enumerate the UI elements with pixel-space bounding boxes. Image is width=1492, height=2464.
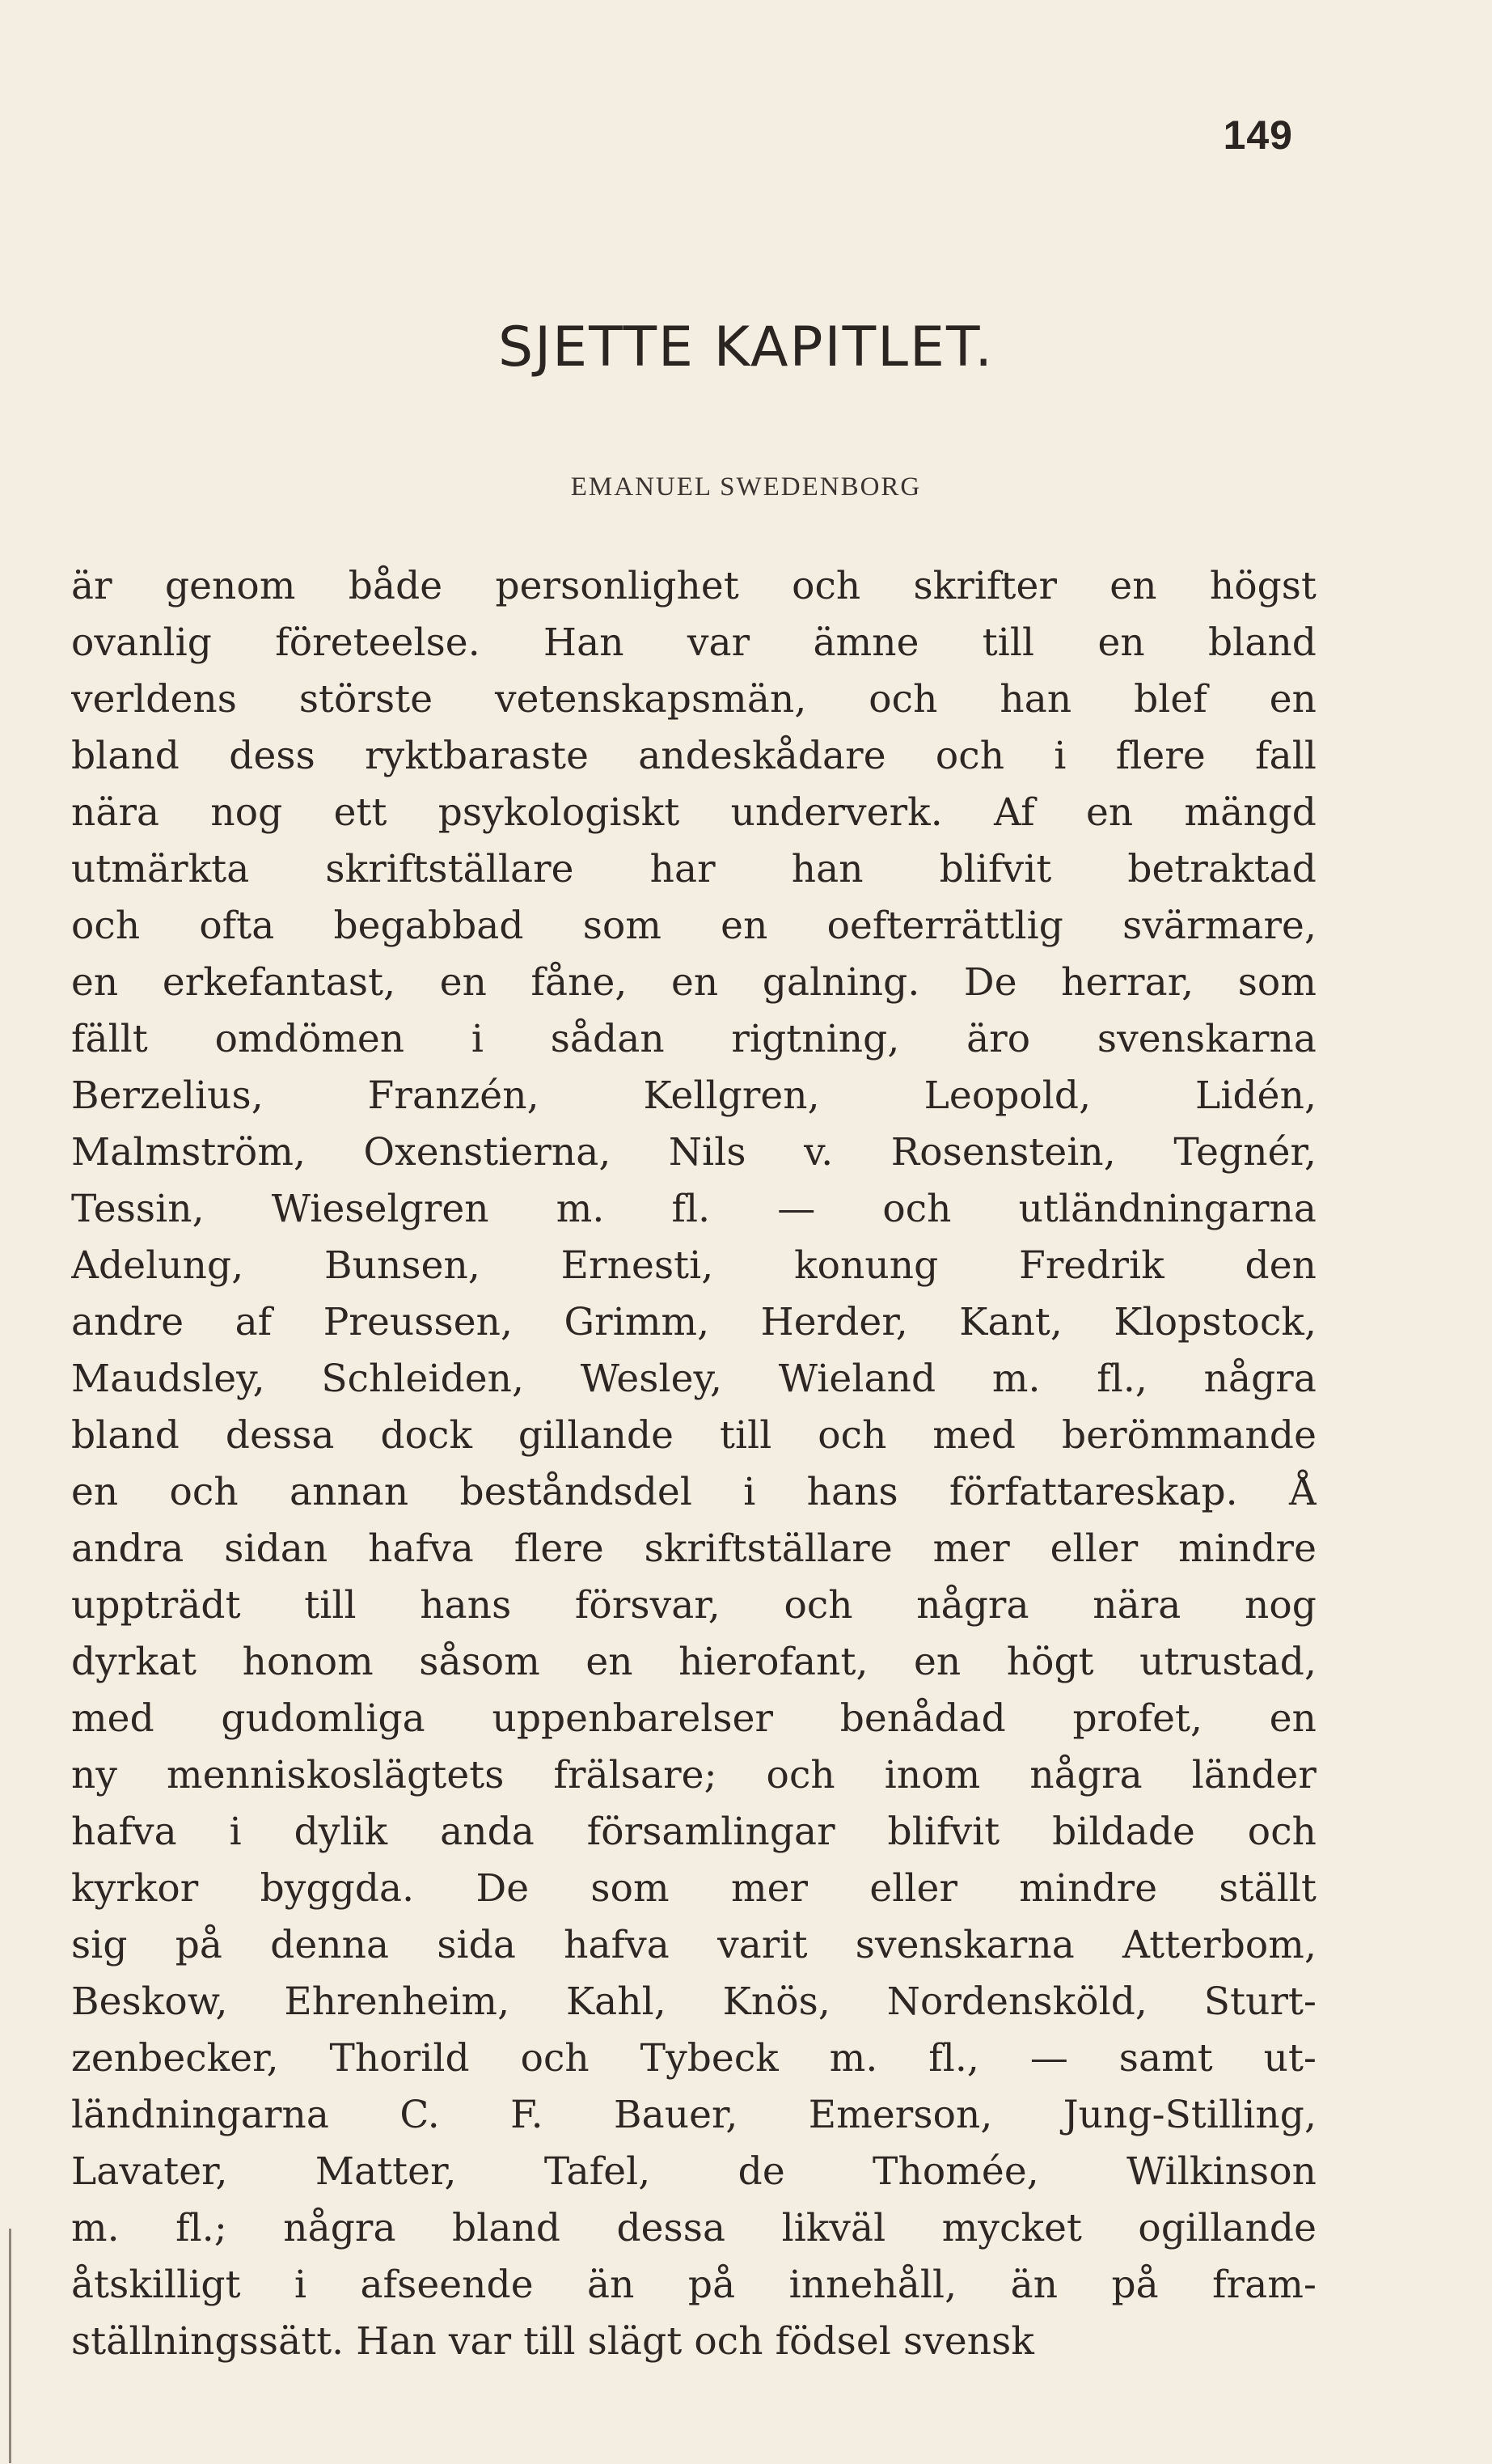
body-line: andre af Preussen, Grimm, Herder, Kant, Klopstock,: [71, 1300, 1317, 1344]
body-line: verldens störste vetenskapsmän, och han blef en: [71, 677, 1317, 722]
chapter-title: SJETTE KAPITLET.: [497, 315, 995, 379]
body-line: m. fl.; några bland dessa likväl mycket ogillande: [71, 2206, 1317, 2250]
body-line: Maudsley, Schleiden, Wesley, Wieland m. fl., några: [71, 1357, 1317, 1401]
body-line: hafva i dylik anda församlingar blifvit bildade och: [71, 1810, 1317, 1854]
body-line: utmärkta skriftställare har han blifvit betraktad: [71, 847, 1317, 891]
section-heading: EMANUEL SWEDENBORG: [570, 472, 922, 502]
body-line: Tessin, Wieselgren m. fl. — och utländningarna: [71, 1187, 1317, 1231]
body-line: en erkefantast, en fåne, en galning. De herrar, som: [71, 960, 1317, 1005]
body-line: uppträdt till hans försvar, och några nära nog: [71, 1583, 1317, 1628]
body-line: ländningarna C. F. Bauer, Emerson, Jung-Stilling,: [71, 2093, 1317, 2137]
body-line: Lavater, Matter, Tafel, de Thomée, Wilkinson: [71, 2149, 1317, 2194]
body-line: sig på denna sida hafva varit svenskarna Atterbom,: [71, 1923, 1317, 1967]
body-line: fällt omdömen i sådan rigtning, äro svenskarna: [71, 1017, 1317, 1061]
body-line: ovanlig företeelse. Han var ämne till en bland: [71, 620, 1317, 665]
body-line: Beskow, Ehrenheim, Kahl, Knös, Nordensköld, Sturt-: [71, 1979, 1317, 2024]
body-line: zenbecker, Thorild och Tybeck m. fl., — samt ut-: [71, 2036, 1317, 2081]
body-line: Berzelius, Franzén, Kellgren, Leopold, Lidén,: [71, 1073, 1317, 1118]
body-line: Malmström, Oxenstierna, Nils v. Rosenstein, Tegnér,: [71, 1130, 1317, 1175]
body-line: ny menniskoslägtets frälsare; och inom några länder: [71, 1753, 1317, 1797]
body-line: andra sidan hafva flere skriftställare mer eller mindre: [71, 1526, 1317, 1571]
body-line: bland dessa dock gillande till och med berömmande: [71, 1413, 1317, 1458]
body-line: nära nog ett psykologiskt underverk. Af en mängd: [71, 790, 1317, 835]
body-line: är genom både personlighet och skrifter en högst: [71, 564, 1317, 608]
body-line: och ofta begabbad som en oefterrättlig svärmare,: [71, 904, 1317, 948]
page-number: 149: [1223, 112, 1293, 158]
body-line: med gudomliga uppenbarelser benådad profet, en: [71, 1696, 1317, 1741]
body-line: åtskilligt i afseende än på innehåll, än på fram-: [71, 2263, 1317, 2307]
body-line: dyrkat honom såsom en hierofant, en högt utrustad,: [71, 1640, 1317, 1684]
margin-rule: [9, 2229, 11, 2463]
body-line: bland dess ryktbaraste andeskådare och i flere fall: [71, 734, 1317, 778]
body-line: Adelung, Bunsen, Ernesti, konung Fredrik den: [71, 1243, 1317, 1288]
body-line: en och annan beståndsdel i hans författareskap. Å: [71, 1470, 1317, 1514]
body-line: kyrkor byggda. De som mer eller mindre ställt: [71, 1866, 1317, 1911]
body-text: [71, 558, 1317, 2370]
body-line: ställningssätt. Han var till slägt och födsel svensk: [71, 2319, 1034, 2364]
